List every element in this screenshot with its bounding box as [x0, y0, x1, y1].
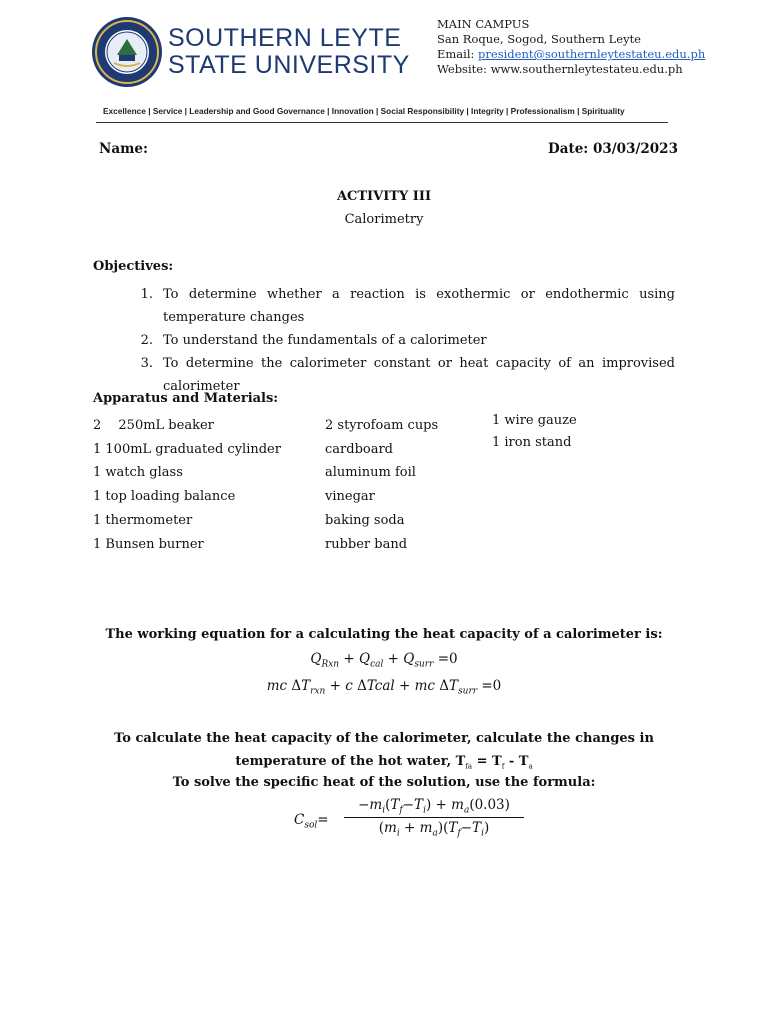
apparatus-heading: Apparatus and Materials: [93, 391, 279, 406]
list-text: To determine the calorimeter constant or heat capacity of an improvised calorimeter [163, 356, 675, 394]
email-link[interactable]: president@southernleytestateu.edu.ph [478, 47, 706, 61]
website-label: Website: [437, 62, 487, 76]
list-item: aluminum foil [325, 465, 416, 481]
university-seal-icon [90, 15, 164, 89]
working-equation: mc $\Delta T_{rxn} + c$ ΔTcal + mc $\Delta T_{surr} =0$ [266, 678, 502, 697]
apparatus-column-3 [492, 410, 577, 454]
university-logo [90, 15, 410, 95]
contact-block [437, 17, 705, 77]
equation-intro: The working equation for a calculating the heat capacity of a calorimeter is: [105, 627, 663, 642]
list-text: To determine whether a reaction is exothermic or endothermic using temperature changes [163, 287, 675, 325]
list-item: 2 styrofoam cups [325, 418, 439, 433]
university-name-line2: STATE UNIVERSITY [168, 51, 410, 79]
list-item: 1 iron stand [492, 435, 572, 450]
list-item: 1 thermometer [93, 512, 193, 528]
list-item: 1 wire gauze [492, 413, 577, 428]
list-item: 1 top loading balance [93, 489, 236, 505]
specific-heat-instruction: To solve the specific heat of the solution, use the formula: [172, 775, 596, 790]
apparatus-column-2 [325, 414, 438, 556]
university-name-line1: SOUTHERN LEYTE [168, 24, 402, 52]
list-item: baking soda [325, 512, 405, 528]
objectives-list [93, 283, 675, 398]
list-item: 1 Bunsen burner [93, 536, 204, 552]
name-label: Name: [99, 141, 148, 157]
list-number: 3. [140, 356, 153, 371]
core-values: Excellence | Service | Leadership and Good Governance | Innovation | Social Responsibility | Integrity | Professionalism | Spirituality [103, 106, 625, 116]
list-item: rubber band [325, 536, 408, 552]
list-number: 2. [140, 333, 153, 348]
campus-address: San Roque, Sogod, Southern Leyte [437, 32, 641, 46]
campus-name: MAIN CAMPUS [437, 17, 530, 31]
list-item: 2 250mL beaker [93, 418, 214, 433]
heat-capacity-instruction: To calculate the heat capacity of the calorimeter, calculate the changes in temperature of the hot water, $T_{fa} = T_f - T_a$ [114, 731, 654, 771]
activity-subtitle: Calorimetry [344, 212, 424, 227]
list-item: 1 watch glass [93, 465, 183, 481]
list-item: cardboard [325, 441, 394, 457]
list-number: 1. [140, 287, 153, 302]
list-text: To understand the fundamentals of a calorimeter [163, 333, 487, 348]
list-item [93, 329, 675, 352]
objectives-heading: Objectives: [93, 259, 174, 274]
date-label: Date: 03/03/2023 [548, 141, 678, 157]
website-text: www.southernleytestateu.edu.ph [490, 62, 683, 76]
list-item: 1 100mL graduated cylinder [93, 441, 281, 457]
heat-balance-equation: $Q_{Rxn} + Q_{cal} + Q_{surr} =0$ [310, 651, 458, 670]
activity-title: ACTIVITY III [336, 189, 432, 204]
header-divider [96, 122, 668, 123]
list-item: vinegar [325, 489, 375, 505]
email-label: Email: [437, 47, 475, 61]
apparatus-column-1 [93, 414, 281, 556]
list-item [93, 283, 675, 329]
